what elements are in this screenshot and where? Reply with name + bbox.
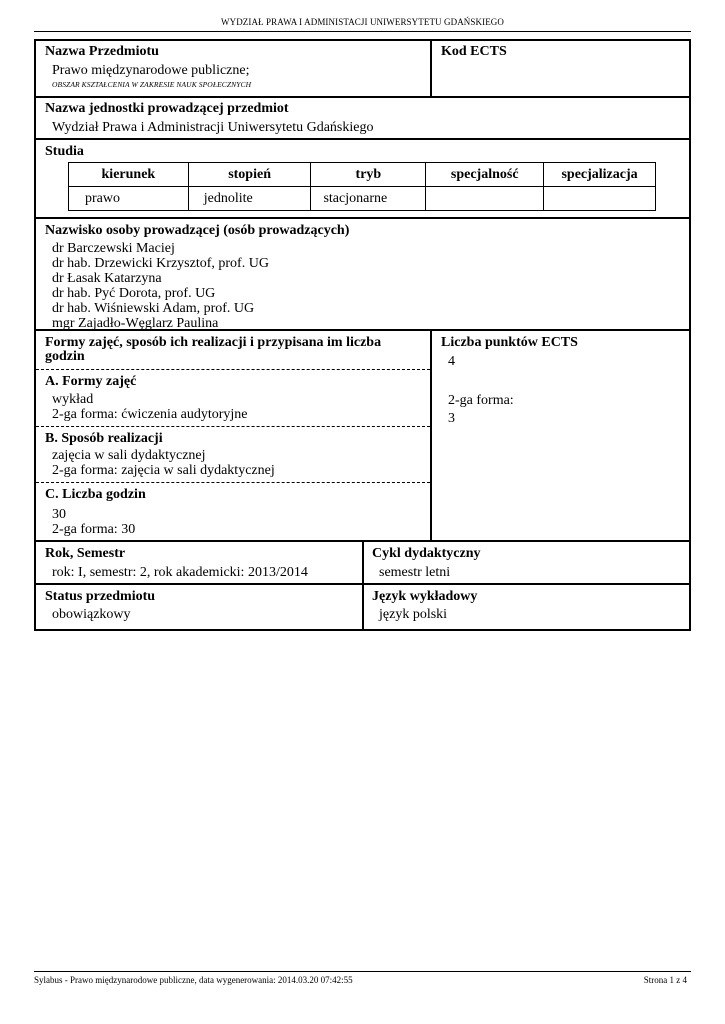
ects-points-second-value: 3 <box>448 411 455 426</box>
studies-cell-specjalnosc <box>426 187 544 211</box>
studies-data-row <box>69 187 656 211</box>
unit-label: Nazwa jednostki prowadzącej przedmiot <box>45 101 289 116</box>
cycle-value: semestr letni <box>379 565 451 580</box>
divider-row-3 <box>34 217 691 219</box>
forms-c-label: C. Liczba godzin <box>45 487 146 502</box>
subject-area: OBSZAR KSZTAŁCENIA W ZAKRESIE NAUK SPOŁECZNYCH <box>52 80 252 89</box>
teacher-name: dr Łasak Katarzyna <box>52 271 162 286</box>
divider-forms-ects <box>430 329 432 542</box>
studies-cell-tryb: stacjonarne <box>311 187 426 211</box>
studies-cell-kierunek: prawo <box>69 187 189 211</box>
forms-c-values <box>52 507 135 537</box>
studies-label: Studia <box>45 144 84 159</box>
year-value: rok: I, semestr: 2, rok akademicki: 2013/2014 <box>52 565 308 580</box>
teachers-list <box>52 241 269 331</box>
unit-value: Wydział Prawa i Administracji Uniwersytetu Gdańskiego <box>52 120 374 135</box>
studies-cell-specjalizacja <box>544 187 656 211</box>
cycle-label: Cykl dydaktyczny <box>372 546 481 561</box>
divider-row-1 <box>34 96 691 98</box>
language-value: język polski <box>379 607 448 622</box>
dashed-divider-b <box>36 426 430 427</box>
studies-col-tryb: tryb <box>311 163 426 187</box>
ects-points-value: 4 <box>448 354 455 369</box>
divider-row-6 <box>34 583 691 585</box>
year-label: Rok, Semestr <box>45 546 126 561</box>
teachers-label: Nazwisko osoby prowadzącej (osób prowadzących) <box>45 223 350 238</box>
status-value: obowiązkowy <box>52 607 131 622</box>
subject-label: Nazwa Przedmiotu <box>45 44 159 59</box>
ects-points-label: Liczba punktów ECTS <box>441 335 578 350</box>
forms-label-line2: godzin <box>45 349 85 364</box>
forms-c-value: 30 <box>52 507 66 522</box>
studies-col-specjalnosc: specjalność <box>426 163 544 187</box>
forms-a-label: A. Formy zajęć <box>45 374 137 389</box>
subject-name: Prawo międzynarodowe publiczne; <box>52 63 250 78</box>
teacher-name: dr hab. Wiśniewski Adam, prof. UG <box>52 301 255 316</box>
ects-code-label: Kod ECTS <box>441 44 507 59</box>
forms-a-value: wykład <box>52 392 94 407</box>
language-label: Język wykładowy <box>372 589 478 604</box>
studies-col-specjalizacja: specjalizacja <box>544 163 656 187</box>
forms-label-line1: Formy zajęć, sposób ich realizacji i przypisana im liczba <box>45 335 382 350</box>
status-label: Status przedmiotu <box>45 589 156 604</box>
teacher-name: dr hab. Drzewicki Krzysztof, prof. UG <box>52 256 269 271</box>
teacher-name: mgr Zajadło-Węglarz Paulina <box>52 316 219 331</box>
document-header: WYDZIAŁ PRAWA I ADMINISTACJI UNIWERSYTETU GDAŃSKIEGO <box>221 17 504 27</box>
dashed-divider-c <box>36 482 430 483</box>
forms-a-values <box>52 392 248 422</box>
divider-year-cycle <box>362 540 364 631</box>
header-rule <box>34 31 691 32</box>
forms-c-value: 2-ga forma: 30 <box>52 522 136 537</box>
studies-header-row <box>69 163 656 187</box>
studies-col-stopien: stopień <box>188 163 311 187</box>
forms-b-values <box>52 448 275 478</box>
footer-left: Sylabus - Prawo międzynarodowe publiczne, data wygenerowania: 2014.03.20 07:42:55 <box>34 975 353 985</box>
forms-b-value: zajęcia w sali dydaktycznej <box>52 448 206 463</box>
footer-page-number: Strona 1 z 4 <box>643 975 687 985</box>
studies-col-kierunek: kierunek <box>69 163 189 187</box>
dashed-divider-a <box>36 369 430 370</box>
studies-cell-stopien: jednolite <box>188 187 311 211</box>
studies-table <box>68 162 656 211</box>
forms-b-value: 2-ga forma: zajęcia w sali dydaktycznej <box>52 463 275 478</box>
divider-row-2 <box>34 138 691 140</box>
forms-b-label: B. Sposób realizacji <box>45 431 163 446</box>
footer-rule <box>34 971 691 972</box>
forms-a-value: 2-ga forma: ćwiczenia audytoryjne <box>52 407 248 422</box>
teacher-name: dr Barczewski Maciej <box>52 241 175 256</box>
divider-subject-ects <box>430 39 432 97</box>
teacher-name: dr hab. Pyć Dorota, prof. UG <box>52 286 216 301</box>
ects-points-second-label: 2-ga forma: <box>448 393 514 408</box>
